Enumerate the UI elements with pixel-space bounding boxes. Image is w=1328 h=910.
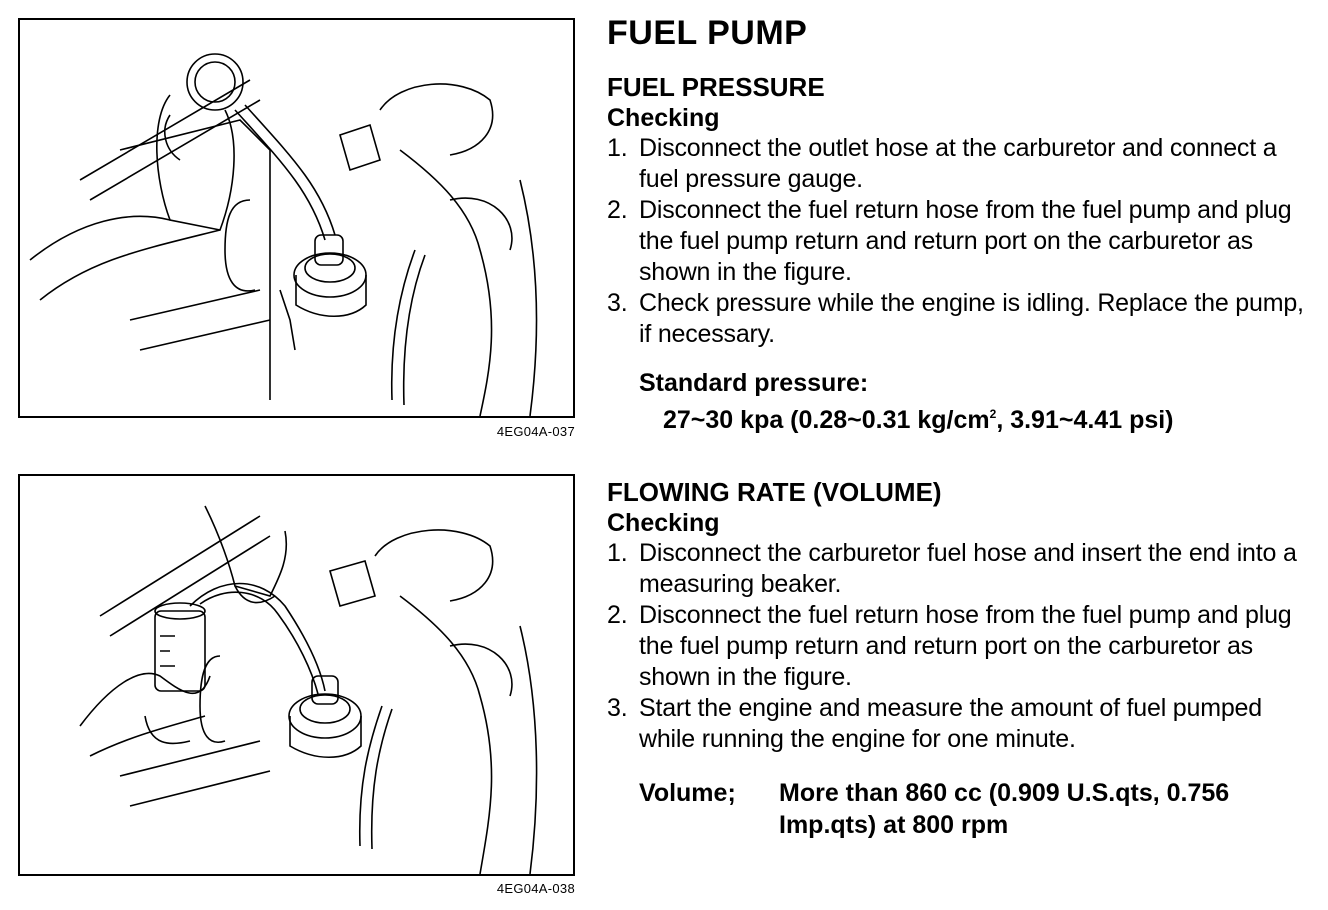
flowing-rate-section — [607, 476, 1317, 841]
list-item — [607, 195, 1317, 288]
fuel-pressure-heading: FUEL PRESSURE — [607, 72, 825, 102]
standard-pressure-label: Standard pressure: — [639, 369, 869, 397]
step-number: 3. — [607, 694, 628, 722]
procedure-text — [607, 14, 1317, 839]
step-number: 3. — [607, 289, 628, 317]
page-title: FUEL PUMP — [607, 14, 808, 52]
step-text: Check pressure while the engine is idling. Replace the pump, if necessary. — [639, 289, 1304, 348]
measuring-beaker-figure — [18, 474, 575, 876]
step-text: Disconnect the fuel return hose from the fuel pump and plug the fuel pump return and return port on the carburetor as shown in the figure. — [639, 196, 1292, 286]
flowing-rate-heading: FLOWING RATE (VOLUME) — [607, 477, 942, 507]
volume-spec — [639, 777, 1317, 841]
pressure-unit-superscript: 2 — [989, 407, 997, 421]
step-number: 2. — [607, 601, 628, 629]
list-item — [607, 600, 1317, 693]
list-item — [607, 133, 1317, 195]
list-item — [607, 693, 1317, 755]
fuel-pressure-gauge-illustration-icon — [20, 20, 573, 416]
measuring-beaker-illustration-icon — [20, 476, 573, 874]
figure-caption: 4EG04A-038 — [496, 881, 575, 896]
volume-value: More than 860 cc (0.909 U.S.qts, 0.756 Imp.qts) at 800 rpm — [779, 779, 1230, 839]
list-item — [607, 538, 1317, 600]
list-item — [607, 288, 1317, 350]
standard-pressure-value — [663, 398, 1317, 436]
volume-label: Volume; — [639, 779, 736, 807]
pressure-value-psi: , 3.91~4.41 psi) — [996, 406, 1174, 434]
step-text: Disconnect the fuel return hose from the fuel pump and plug the fuel pump return and return port on the carburetor as shown in the figure. — [639, 601, 1292, 691]
step-text: Disconnect the carburetor fuel hose and insert the end into a measuring beaker. — [639, 539, 1297, 598]
step-text: Disconnect the outlet hose at the carburetor and connect a fuel pressure gauge. — [639, 134, 1277, 193]
figure-caption: 4EG04A-037 — [496, 424, 575, 439]
fuel-pressure-gauge-figure — [18, 18, 575, 418]
step-number: 1. — [607, 539, 628, 567]
step-text: Start the engine and measure the amount of fuel pumped while running the engine for one minute. — [639, 694, 1262, 753]
step-number: 1. — [607, 134, 628, 162]
flowing-rate-subheading: Checking — [607, 509, 720, 537]
fuel-pressure-steps — [607, 133, 1317, 350]
step-number: 2. — [607, 196, 628, 224]
flowing-rate-steps — [607, 538, 1317, 755]
fuel-pressure-subheading: Checking — [607, 104, 720, 132]
pressure-value-text: 27~30 kpa (0.28~0.31 kg/cm — [663, 406, 990, 434]
